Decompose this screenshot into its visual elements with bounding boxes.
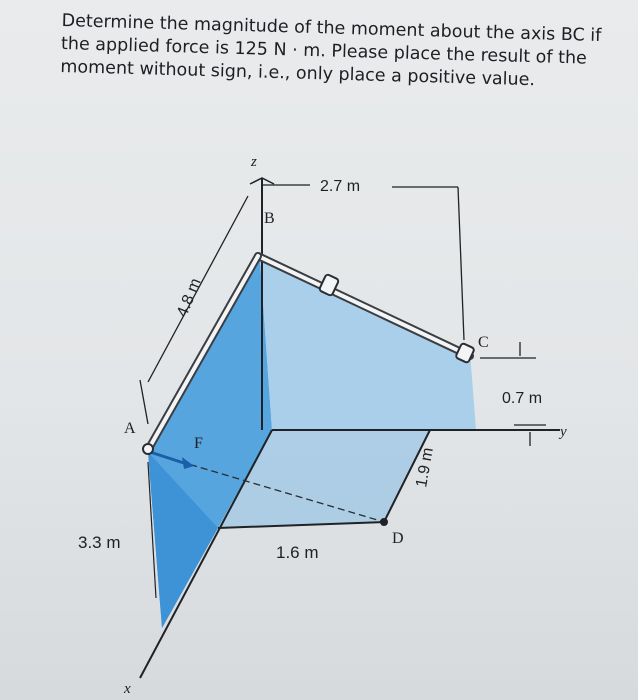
label-point-c: C xyxy=(478,334,489,351)
label-x-axis: x xyxy=(124,681,131,697)
label-diagonal-length: 4.8 m xyxy=(173,276,205,320)
joint-a xyxy=(143,444,153,454)
label-c-offset: 0.7 m xyxy=(502,390,543,407)
label-point-b: B xyxy=(264,210,275,227)
label-bottom-width: 1.6 m xyxy=(276,543,319,562)
label-vertical-d: 1.9 m xyxy=(413,446,437,489)
dim-top-right-extension xyxy=(458,187,464,340)
point-d-dot xyxy=(380,518,388,526)
label-point-d: D xyxy=(392,530,404,547)
label-top-width: 2.7 m xyxy=(320,178,361,195)
dim-diag-tick-bottom xyxy=(140,380,148,424)
label-left-height: 3.3 m xyxy=(78,533,121,552)
label-y-axis: y xyxy=(560,424,567,440)
label-z-axis: z xyxy=(251,154,257,170)
label-point-a: A xyxy=(124,420,136,437)
label-force-f: F xyxy=(194,435,203,452)
question-text: Determine the magnitude of the moment about the axis BC if the applied force is 125 N · m. Please place the result of the moment without sign, i.e., only place a positive value. xyxy=(60,10,602,91)
